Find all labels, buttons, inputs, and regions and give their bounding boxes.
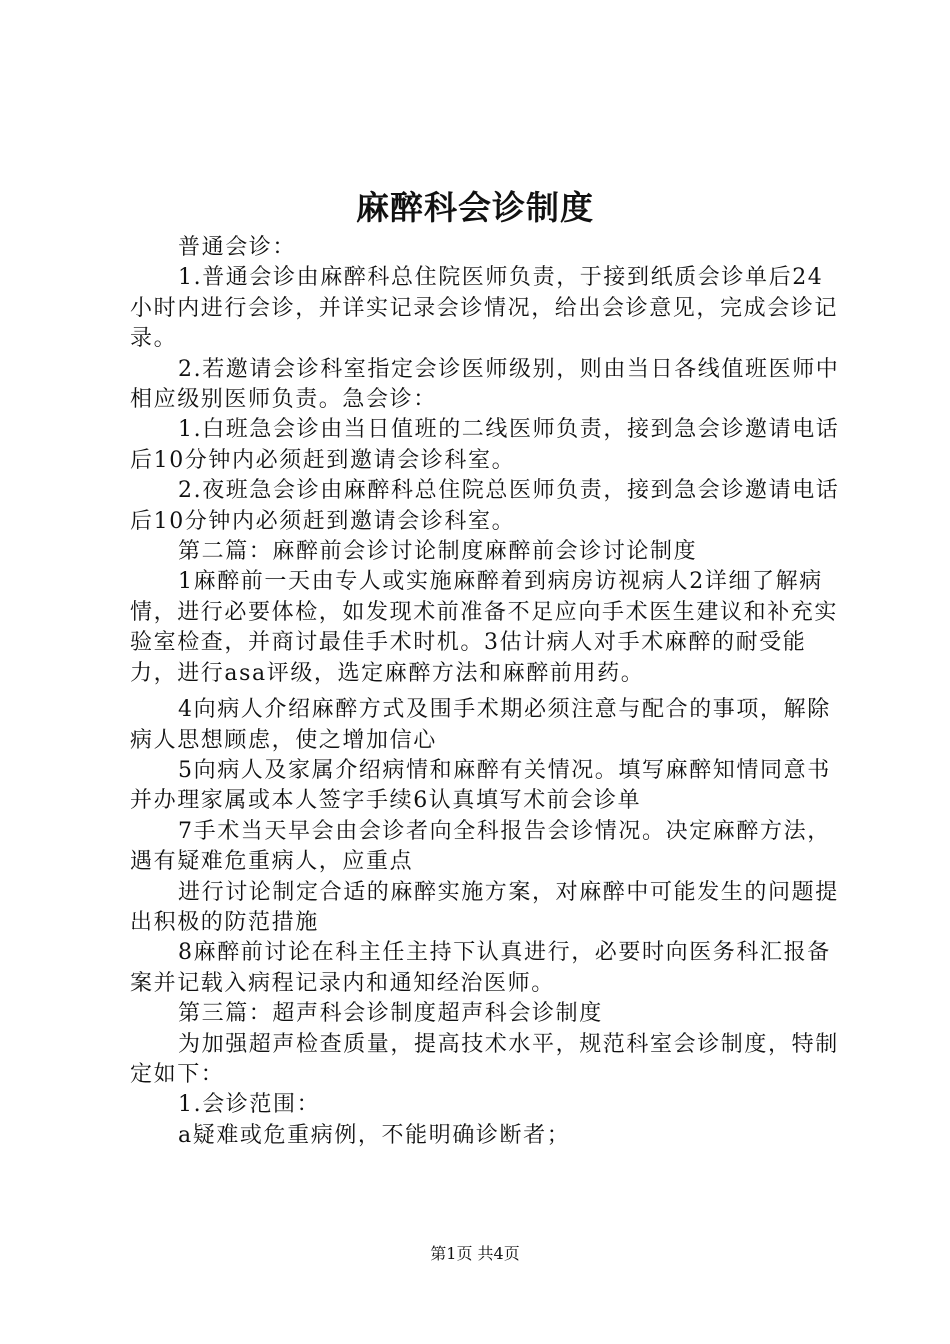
- paragraph: 5向病人及家属介绍病情和麻醉有关情况。填写麻醉知情同意书并办理家属或本人签字手续6认真填写术前会诊单: [130, 757, 831, 814]
- paragraph: 第二篇：麻醉前会诊讨论制度麻醉前会诊讨论制度: [178, 539, 698, 565]
- paragraph: 第三篇：超声科会诊制度超声科会诊制度: [178, 1001, 603, 1027]
- paragraph: 为加强超声检查质量，提高技术水平，规范科室会诊制度，特制定如下：: [130, 1031, 839, 1087]
- paragraph: 1.白班急会诊由当日值班的二线医师负责，接到急会诊邀请电话后10分钟内必须赶到邀请会诊科室。: [130, 417, 840, 473]
- paragraph: 7手术当天早会由会诊者向全科报告会诊情况。决定麻醉方法，遇有疑难危重病人，应重点: [130, 818, 831, 875]
- document-title: 麻醉科会诊制度: [356, 188, 594, 227]
- paragraph: 1.普通会诊由麻醉科总住院医师负责，于接到纸质会诊单后24小时内进行会诊，并详实记录会诊情况，给出会诊意见，完成会诊记录。: [130, 265, 839, 352]
- paragraph: 普通会诊：: [178, 235, 297, 260]
- paragraph: 1.会诊范围：: [178, 1092, 321, 1118]
- paragraph: a疑难或危重病例，不能明确诊断者；: [178, 1122, 571, 1148]
- document-body: [130, 233, 840, 1151]
- paragraph: 2.若邀请会诊科室指定会诊医师级别，则由当日各线值班医师中相应级别医师负责。急会诊：: [130, 356, 840, 413]
- paragraph: 1麻醉前一天由专人或实施麻醉着到病房访视病人2详细了解病情，进行必要体检，如发现术前准备不足应向手术医生建议和补充实验室检查，并商讨最佳手术时机。3估计病人对手术麻醉的耐受能力，进行asa评级，选定麻醉方法和麻醉前用药。: [130, 569, 839, 686]
- paragraph: 进行讨论制定合适的麻醉实施方案，对麻醉中可能发生的问题提出积极的防范措施: [130, 879, 839, 935]
- paragraph: 4向病人介绍麻醉方式及围手术期必须注意与配合的事项，解除病人思想顾虑，使之增加信心: [130, 697, 831, 753]
- paragraph: 2.夜班急会诊由麻醉科总住院总医师负责，接到急会诊邀请电话后10分钟内必须赶到邀请会诊科室。: [130, 478, 840, 534]
- page-footer: 第1页 共4页: [430, 1244, 520, 1263]
- paragraph: 8麻醉前讨论在科主任主持下认真进行，必要时向医务科汇报备案并记载入病程记录内和通知经治医师。: [130, 940, 831, 996]
